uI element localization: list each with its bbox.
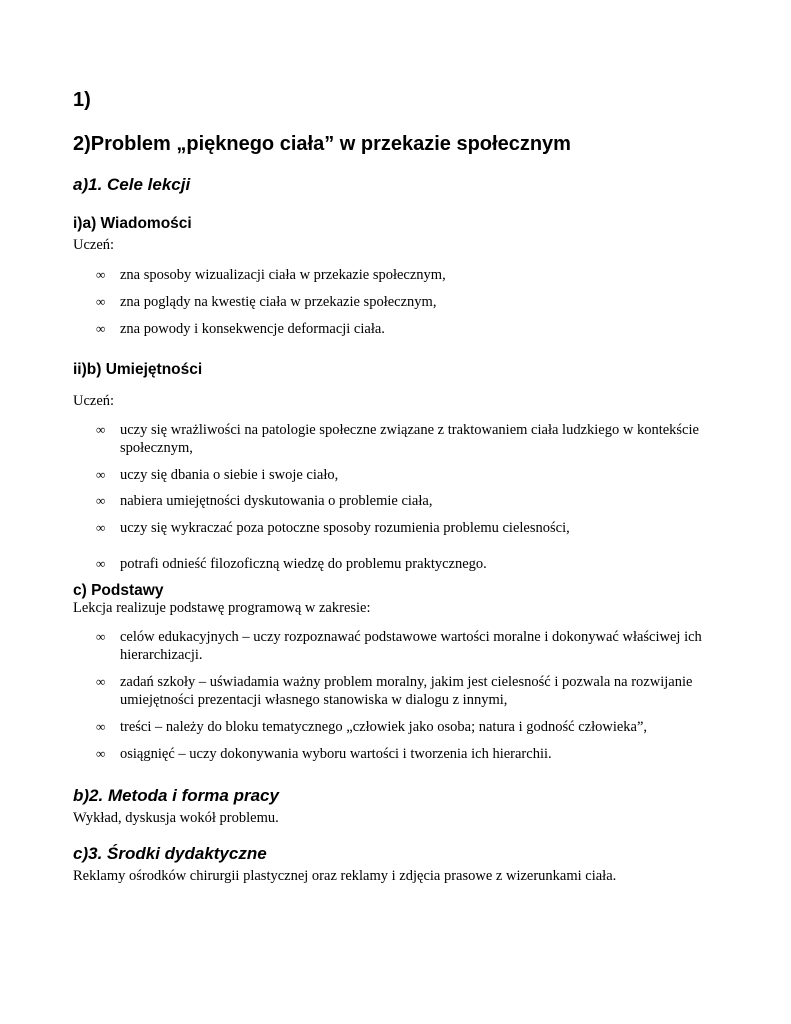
section-a-heading: a)1. Cele lekcji <box>73 175 191 194</box>
list-item-text: zna poglądy na kwestię ciała w przekazie społecznym, <box>120 294 437 310</box>
list-item <box>96 293 716 311</box>
section-c-heading: c)3. Środki dydaktyczne <box>73 844 267 863</box>
section-b-heading: b)2. Metoda i forma pracy <box>73 786 279 805</box>
list-item <box>96 466 716 484</box>
list-item-text: zna sposoby wizualizacji ciała w przekazie społecznym, <box>120 267 446 283</box>
section-b-text: Wykład, dyskusja wokół problemu. <box>73 810 279 826</box>
list-item-text: uczy się wykraczać poza potoczne sposoby rozumienia problemu cielesności, <box>120 520 570 536</box>
sub-i-intro: Uczeń: <box>73 237 115 253</box>
list-item-text: zadań szkoły – uświadamia ważny problem moralny, jakim jest cielesność i pozwala na rozwijanie umiejętności prezentacji własnego stanowiska w dialogu z innymi, <box>120 674 693 708</box>
infinity-bullet-icon: ∞ <box>96 719 106 734</box>
infinity-bullet-icon: ∞ <box>96 467 106 482</box>
infinity-bullet-icon: ∞ <box>96 746 106 761</box>
infinity-bullet-icon: ∞ <box>96 294 106 309</box>
infinity-bullet-icon: ∞ <box>96 674 106 689</box>
list-item <box>96 718 716 736</box>
sub-ii-intro: Uczeń: <box>73 393 115 409</box>
list-item-text: potrafi odnieść filozoficzną wiedzę do problemu praktycznego. <box>120 556 487 572</box>
infinity-bullet-icon: ∞ <box>96 321 106 336</box>
list-item <box>96 555 716 573</box>
sub-c-heading: c) Podstawy <box>73 582 164 599</box>
list-item <box>96 628 716 664</box>
list-item-text: treści – należy do bloku tematycznego „człowiek jako osoba; natura i godność człowieka”, <box>120 719 648 735</box>
list-item <box>96 519 716 537</box>
list-item-text: uczy się dbania o siebie i swoje ciało, <box>120 467 339 483</box>
list-item-text: nabiera umiejętności dyskutowania o problemie ciała, <box>120 493 433 509</box>
list-item-text: celów edukacyjnych – uczy rozpoznawać podstawowe wartości moralne i dokonywać właściwej ich hierarchizacji. <box>120 629 702 663</box>
heading-1: 1) <box>73 89 91 111</box>
infinity-bullet-icon: ∞ <box>96 520 106 535</box>
sub-i-heading: i)a) Wiadomości <box>73 215 192 232</box>
heading-2-title: 2)Problem „pięknego ciała” w przekazie społecznym <box>73 133 571 155</box>
infinity-bullet-icon: ∞ <box>96 422 106 437</box>
list-item-text: osiągnięć – uczy dokonywania wyboru wartości i tworzenia ich hierarchii. <box>120 746 552 762</box>
infinity-bullet-icon: ∞ <box>96 629 106 644</box>
list-item-text: uczy się wrażliwości na patologie społeczne związane z traktowaniem ciała ludzkiego w kontekście społecznym, <box>120 422 699 456</box>
list-item <box>96 320 716 338</box>
sub-ii-heading: ii)b) Umiejętności <box>73 361 203 378</box>
list-item <box>96 673 716 709</box>
list-item-text: zna powody i konsekwencje deformacji ciała. <box>120 321 385 337</box>
sub-c-intro: Lekcja realizuje podstawę programową w zakresie: <box>73 600 371 616</box>
infinity-bullet-icon: ∞ <box>96 556 106 571</box>
section-c-text: Reklamy ośrodków chirurgii plastycznej oraz reklamy i zdjęcia prasowe z wizerunkami ciała. <box>73 868 617 884</box>
infinity-bullet-icon: ∞ <box>96 493 106 508</box>
infinity-bullet-icon: ∞ <box>96 267 106 282</box>
list-item <box>96 421 716 457</box>
list-item <box>96 492 716 510</box>
list-item <box>96 266 716 284</box>
list-item <box>96 745 716 763</box>
